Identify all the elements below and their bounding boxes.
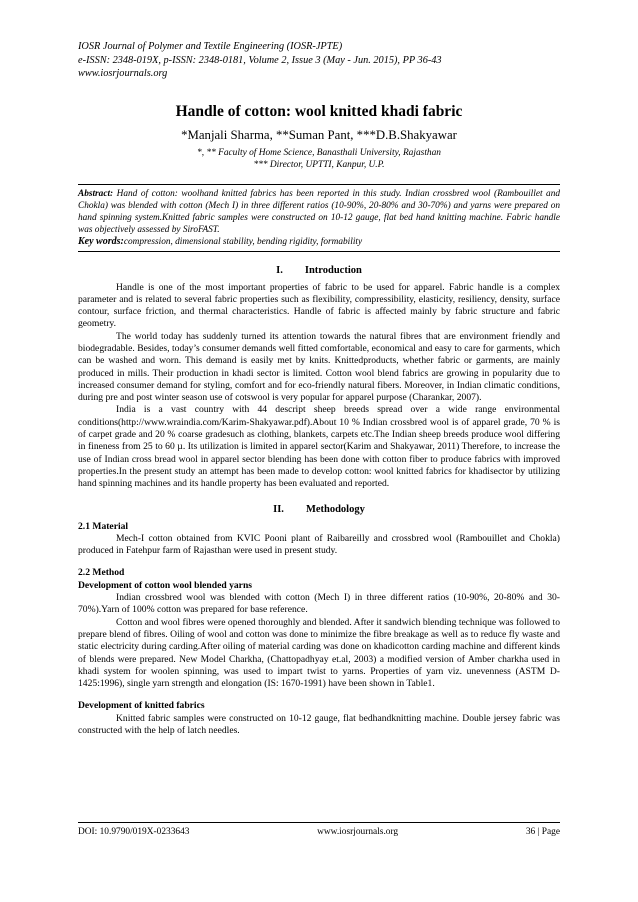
abstract-bottom-rule — [78, 251, 560, 252]
abstract-top-rule — [78, 184, 560, 185]
section-number: I. — [276, 264, 283, 276]
abstract-label: Abstract: — [78, 188, 114, 199]
footer-website: www.iosrjournals.org — [317, 827, 399, 837]
spacer — [78, 557, 560, 567]
intro-paragraph-1: Handle is one of the most important properties of fabric to be used for apparel. Fabric handle is a complex parameter and is related to several fabric properties such as flexibility, compressibility, elasticity, resiliency, density, surface contour, surface friction, and thermal characteristics. Handle of fabric is affected mainly by fabric structure and fabric geometry. — [78, 281, 560, 330]
abstract-text: Hand of cotton: woolhand knitted fabrics has been reported in this study. Indian crossbred wool (Rambouillet and Chokla) was blended with cotton (Mech I) in three different ratios (10-90%, 20-80% and 30-70%) and yarns were prepared on hand spinning system.Knitted fabric samples were constructed on 10-12 gauge, flat bed hand knitting machine. Fabric handle was objectively assessed by SiroFAST. — [78, 188, 560, 235]
section-heading-methodology — [78, 504, 560, 515]
yarn-paragraph-2: Cotton and wool fibres were opened thoroughly and blended. After it sandwich blending technique was followed to prepare blend of fibres. Oiling of wool and cotton was done to minimize the fibre breakage as well as to reduce fly waste and static electricity during carding.After oiling of material carding was done on khadicotton carding machine and different kinds of blends were prepared. New Model Charkha, (Chattopadhyay et.al, 2003) a modified version of Amber charkha used in khadi system for woolen spinning, was used to impart twist to yarns. Properties of yarn viz. unevenness (ASTM D-1425:1996), single yarn strength and elongation (IS: 1670-1991) have been shown in Table1. — [78, 616, 560, 690]
method-heading: 2.2 Method — [78, 567, 125, 579]
journal-issn: e-ISSN: 2348-019X, p-ISSN: 2348-0181, Volume 2, Issue 3 (May - Jun. 2015), PP 36-43 — [78, 54, 442, 66]
page-content — [78, 40, 560, 737]
keywords-text: compression, dimensional stability, bending rigidity, formability — [123, 236, 363, 247]
journal-name: IOSR Journal of Polymer and Textile Engineering (IOSR-JPTE) — [78, 41, 343, 52]
intro-paragraph-3: India is a vast country with 44 descript sheep breeds spread over a wide range environmental conditions(http://www.wraindia.com/Karim-Shakyawar.pdf).About 10 % Indian crossbred wool is of apparel grade, 70 % is of carpet grade and 20 % coarse gradesuch as clothing, blankets, carpets etc.The Indian sheep breeds produce wool differing in fineness from 25 to 60 µ. Its utilization is limited in apparel sector(Karim and Shakyawar, 2011) Therefore, to increase the use of Indian cross bread wool in apparel sector blending has been done with cotton fiber to produce fabrics with improved properties.In the present study an attempt has been made to develop cotton: wool knitted fabrics for khadisector by utilizing hand spinning machines and its handle property has been evaluated and reported. — [78, 404, 560, 490]
journal-header — [78, 40, 560, 81]
section-title: Methodology — [305, 503, 365, 515]
yarn-development-heading: Development of cotton wool blended yarns — [78, 579, 253, 591]
author-list: *Manjali Sharma, **Suman Pant, ***D.B.Shakyawar — [181, 127, 457, 142]
section-title: Introduction — [304, 264, 362, 276]
material-heading: 2.1 Material — [78, 520, 129, 532]
affiliation-2: *** Director, UPTTI, Kanpur, U.P. — [253, 159, 385, 170]
abstract — [78, 188, 560, 236]
paper-title: Handle of cotton: wool knitted khadi fabric — [175, 102, 463, 120]
affiliation-1: *, ** Faculty of Home Science, Banasthali University, Rajasthan — [197, 147, 441, 158]
section-number: II. — [273, 503, 284, 515]
fabric-paragraph: Knitted fabric samples were constructed on 10-12 gauge, flat bedhandknitting machine. Double jersey fabric was constructed with the help of latch needles. — [78, 712, 560, 736]
spacer — [78, 690, 560, 700]
intro-paragraph-2: The world today has suddenly turned its attention towards the natural fibres that are environment friendly and biodegradable. Besides, today’s consumer demands well fitted comfortable, economical and easy to care for garments, which can be washed and worn. This demand is easily met by knits. Knittedproducts, whether fabric or garments, are mainly produced in mills. Their production in khadi sector is limited. Cotton wool blend fabrics are growing in popularity due to increased consumer demand for styling, comfort and for eco-friendly natural fibers. Moreover, in Indian climatic conditions, during pre and post winter season use of cotswool is very popular for apparel purpose (Charankar, 2007). — [78, 330, 560, 404]
footer-doi: DOI: 10.9790/019X-0233643 — [78, 827, 190, 837]
footer-page-number: 36 | Page — [525, 827, 560, 837]
fabric-development-heading: Development of knitted fabrics — [78, 700, 205, 712]
material-paragraph: Mech-I cotton obtained from KVIC Pooni plant of Raibareilly and crossbred wool (Rambouillet and Chokla) produced in Fatehpur farm of Rajasthan were used in present study. — [78, 532, 560, 557]
keywords-label: Key words: — [78, 235, 124, 247]
journal-website: www.iosrjournals.org — [78, 68, 168, 79]
keywords — [78, 236, 560, 248]
yarn-paragraph-1: Indian crossbred wool was blended with cotton (Mech I) in three different ratios (10-90%, 20-80% and 30-70%).Yarn of 100% cotton was prepared for base reference. — [78, 592, 560, 616]
section-heading-introduction — [78, 265, 560, 276]
page-footer — [78, 822, 560, 837]
